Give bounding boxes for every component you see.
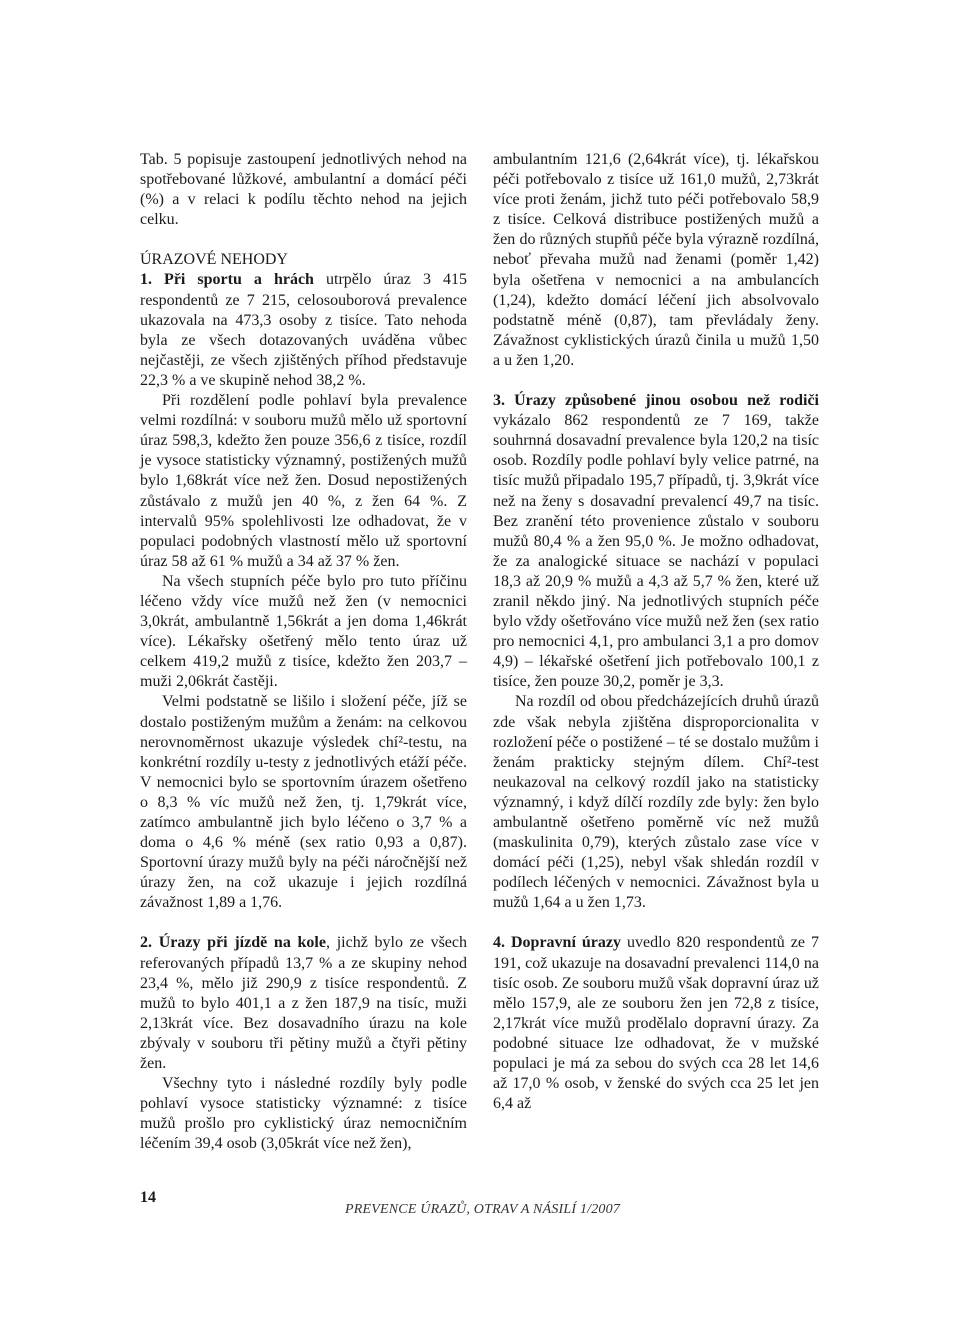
section-3-lead: 3. Úrazy způsobené jinou osobou než rodiči (493, 392, 819, 410)
section-4-paragraph (493, 933, 819, 1114)
section-4-text: uvedlo 820 respondentů ze 7 191, což ukazuje na dosavadní prevalenci 114,0 na tisíc osob. Ze souboru mužů však dopravní úraz už mělo 157,9, ale ze souboru žen jen 72,8 z tisíce, 2,17krát více mužů prodělalo dopravní úrazy. Za podobné situace lze odhadovat, že v mužské populaci je má za sebou do svých cca 28 let 14,6 až 17,0 % osob, v ženské do svých cca 25 let jen 6,4 až (493, 934, 820, 1113)
left-column (140, 150, 467, 1155)
section-1-paragraph (140, 270, 467, 391)
section-3-paragraph-2: Na rozdíl od obou předcházejících druhů úrazů zde však nebyla zjištěna disproporcionalita v rozložení péče o postižené – té se dostalo mužům i ženám prakticky stejným dílem. Chí²-test neukazoval na celkový rozdíl jako na statisticky významný, i když dílčí rozdíly zde byly: žen bylo ambulantně ošetřeno poměrně víc než mužů (maskulinita 0,79), kterých zůstalo zase více v domácí péči (1,25), nebyl však shledán rozdíl v podílech léčených v nemocnici. Závažnost byla u mužů 1,64 a u žen 1,73. (493, 693, 819, 912)
right-column (493, 150, 819, 1114)
section-1-paragraph-4: Velmi podstatně se lišilo i složení péče, jíž se dostalo postiženým mužům a ženám: na celkovou nerovnoměrnost ukazuje výsledek chí²-testu, na konkrétní rozdíly u-testy z jednotlivých etáží péče. V nemocnici bylo se sportovním úrazem ošetřeno o 8,3 % víc mužů než žen, tj. 1,79krát více, zatímco ambulantně jich bylo léčeno o 3,7 % a doma o 4,6 % méně (sex ratio 0,93 a 0,87). Sportovní úrazy mužů byly na péči náročnější než úrazy žen, na což ukazuje i jejich rozdílná závažnost 1,89 a 1,76. (140, 693, 467, 912)
section-2-continuation: ambulantním 121,6 (2,64krát více), tj. lékařskou péči potřebovalo z tisíce už 161,0 mužů, 2,73krát více proti ženám, jichž tuto péči potřebovalo 58,9 z tisíce. Celková distribuce postižených mužů a žen do různých stupňů péče byla výrazně rozdílná, neboť převaha mužů nad ženami (poměr 1,42) byla ošetřena v nemocnici a na ambulancích (1,24), kdežto domácí léčení jich absolvovalo podstatně méně (0,87), tam převládaly ženy. Závažnost cyklistických úrazů činila u mužů 1,50 a u žen 1,20. (493, 151, 819, 369)
section-3-text: vykázalo 862 respondentů ze 7 169, takže souhrnná dosavadní prevalence byla 120,2 na tisíc osob. Rozdíly podle pohlaví byly velice patrné, na tisíc mužů připadalo 195,7 případů, tj. 3,9krát více než na ženy s dosavadní prevalencí 49,7 na tisíc. Bez zranění této provenience zůstalo v souboru mužů 80,4 % a žen 95,0 %. Je možno odhadovat, že za analogické situace se nachází v populaci 18,3 až 20,9 % mužů a 4,3 až 5,7 % žen, které už zranil někdo jiný. Na jednotlivých stupních péče bylo vždy ošetřováno více mužů než žen (sex ratio pro nemocnici 4,1, pro ambulanci 3,1 a pro domov 4,9) – lékařské ošetření jich potřebovalo 100,1 z tisíce, žen pouze 30,2, poměr je 3,3. (493, 412, 819, 691)
section-heading: ÚRAZOVÉ NEHODY (140, 251, 288, 269)
journal-footer: PREVENCE ÚRAZŮ, OTRAV A NÁSILÍ 1/2007 (345, 1202, 621, 1217)
section-1-text: utrpělo úraz 3 415 respondentů ze 7 215, celosouborová prevalence ukazovala na 473,3 osoby z tisíce. Tato nehoda byla ze všech dotazovaných uváděna vůbec nejčastěji, ze všech zjištěných příhod představuje 22,3 % a ve skupině nehod 38,2 %. (140, 271, 467, 389)
section-1-paragraph-2: Při rozdělení podle pohlaví byla prevalence velmi rozdílná: v souboru mužů mělo už sportovní úraz 598,3, kdežto žen pouze 356,6 z tisíce, rozdíl je vysoce statisticky významný, postižených mužů bylo 1,68krát více než žen. Dosud nepostižených zůstávalo z mužů jen 40 %, z žen 64 %. Z intervalů 95% spolehlivosti lze odhadovat, že v populaci podobných vlastností mělo už sportovní úraz 58 až 61 % mužů a 34 až 37 % žen. (140, 392, 467, 570)
section-2-paragraph (140, 933, 467, 1074)
section-3-paragraph (493, 391, 819, 692)
page-number: 14 (140, 1189, 156, 1206)
section-2-text: , jichž bylo ze všech referovaných případů 13,7 % a ze skupiny nehod 23,4 %, mělo již 290,9 z tisíce respondentů. Z mužů to bylo 401,1 a z žen 187,9 na tisíc, muži 2,13krát více. Bez dosavadního úrazu na kole zbývaly v souboru tři pětiny mužů a čtyři pětiny žen. (140, 934, 468, 1073)
section-4-lead: 4. Dopravní úrazy (493, 934, 622, 952)
section-2-lead: 2. Úrazy při jízdě na kole (140, 934, 326, 952)
section-1-paragraph-3: Na všech stupních péče bylo pro tuto příčinu léčeno vždy více mužů než žen (v nemocnici 3,0krát, ambulantně 1,56krát a jen doma 1,46krát více). Lékařsky ošetřený mělo tento úraz už celkem 419,2 mužů z tisíce, kdežto žen 203,7 – muži 2,06krát častěji. (140, 572, 467, 691)
section-1-lead: 1. Při sportu a hrách (140, 271, 314, 289)
section-2-paragraph-2: Všechny tyto i následné rozdíly byly podle pohlaví vysoce statisticky významné: z tisíce mužů prošlo pro cyklistický úraz nemocničním léčením 39,4 osob (3,05krát více než žen), (140, 1075, 467, 1153)
intro-paragraph: Tab. 5 popisuje zastoupení jednotlivých nehod na spotřebované lůžkové, ambulantní a domácí péči (%) a v relaci k podílu těchto nehod na jejich celku. (140, 151, 467, 229)
